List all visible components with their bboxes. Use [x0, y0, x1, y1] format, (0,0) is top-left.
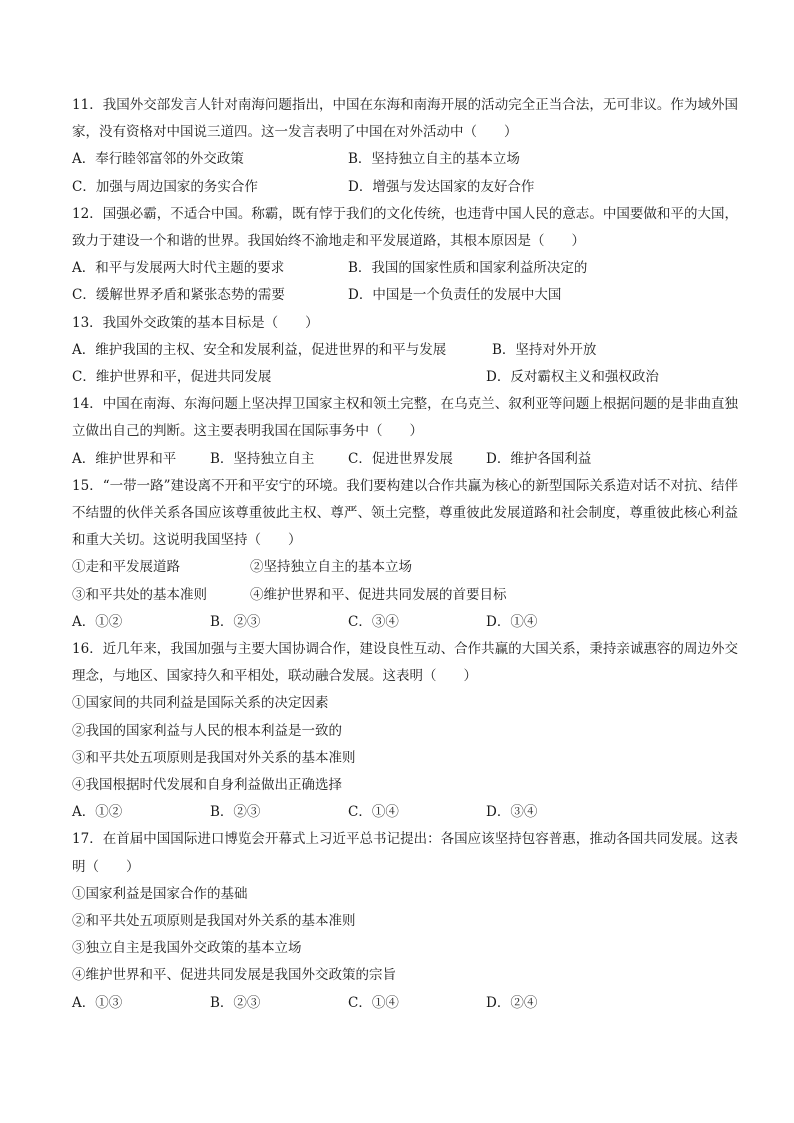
option-d: D．反对霸权主义和强权政治 — [486, 368, 659, 385]
question-16 — [72, 636, 738, 826]
option-d: D．①④ — [486, 613, 538, 630]
option-row — [72, 282, 738, 309]
question-13 — [72, 310, 738, 392]
question-stem: 12．国强必霸，不适合中国。称霸，既有悖于我们的文化传统，也违背中国人民的意志。中国要做和平的大国，致力于建设一个和谐的世界。我国始终不渝地走和平发展道路，其根本原因是（ ） — [72, 205, 738, 249]
statement-item: ①国家利益是国家合作的基础 — [72, 885, 248, 902]
statement-item: ②和平共处五项原则是我国对外关系的基本准则 — [72, 912, 356, 929]
option-d: D．增强与发达国家的友好合作 — [348, 178, 535, 195]
option-a: A．①③ — [72, 994, 123, 1011]
option-a: A．和平与发展两大时代主题的要求 — [72, 260, 285, 277]
question-17 — [72, 826, 738, 1016]
option-row — [72, 146, 738, 173]
question-15 — [72, 473, 738, 636]
option-b: B．②③ — [210, 613, 261, 630]
question-stem: 13．我国外交政策的基本目标是（ ） — [72, 314, 319, 331]
option-row — [72, 255, 738, 282]
option-c: C．①④ — [348, 804, 399, 821]
option-row — [72, 609, 738, 636]
statement-item: ②坚持独立自主的基本立场 — [250, 559, 412, 576]
exam-page — [72, 92, 738, 1017]
option-c: C．维护世界和平，促进共同发展 — [72, 368, 272, 385]
option-b: B．②③ — [210, 994, 261, 1011]
question-12 — [72, 201, 738, 310]
option-c: C．促进世界发展 — [348, 450, 453, 467]
option-d: D．中国是一个负责任的发展中大国 — [348, 287, 562, 304]
statement-item: ③和平共处的基本准则 — [72, 586, 207, 603]
question-stem: 14．中国在南海、东海问题上坚决捍卫国家主权和领土完整，在乌克兰、叙利亚等问题上根据问题的是非曲直独立做出自己的判断。这主要表明我国在国际事务中（ ） — [72, 396, 738, 440]
item-row — [72, 582, 738, 609]
option-row — [72, 174, 738, 201]
question-stem: 17．在首届中国国际进口博览会开幕式上习近平总书记提出：各国应该坚持包容普惠，推动各国共同发展。这表明（ ） — [72, 831, 738, 875]
option-b: B．我国的国家性质和国家利益所决定的 — [348, 260, 588, 277]
option-c: C．缓解世界矛盾和紧张态势的需要 — [72, 287, 285, 304]
option-row — [72, 990, 738, 1017]
question-stem: 15．“一带一路”建设离不开和平安宁的环境。我们要构建以合作共赢为核心的新型国际关系造对话不对抗、结伴不结盟的伙伴关系各国应该尊重彼此主权、尊严、领土完整，尊重彼此发展道路和社会制度，尊重彼此核心利益和重大关切。这说明我国坚持（ ） — [72, 477, 738, 549]
question-14 — [72, 391, 738, 473]
statement-item: ①走和平发展道路 — [72, 559, 180, 576]
statement-item: ③和平共处五项原则是我国对外关系的基本准则 — [72, 749, 356, 766]
option-row — [72, 337, 738, 364]
statement-item: ③独立自主是我国外交政策的基本立场 — [72, 940, 302, 957]
option-c: C．③④ — [348, 613, 399, 630]
option-d: D．②④ — [486, 994, 538, 1011]
option-a: A．维护我国的主权、安全和发展利益，促进世界的和平与发展 — [72, 341, 447, 358]
option-b: B．②③ — [210, 804, 261, 821]
option-b: B．坚持独立自主的基本立场 — [348, 151, 520, 168]
option-a: A．①② — [72, 804, 123, 821]
option-c: C．①④ — [348, 994, 399, 1011]
option-a: A．奉行睦邻富邻的外交政策 — [72, 151, 244, 168]
option-b: B．坚持对外开放 — [492, 341, 597, 358]
option-row — [72, 446, 738, 473]
statement-item: ④我国根据时代发展和自身利益做出正确选择 — [72, 776, 342, 793]
option-a: A．①② — [72, 613, 123, 630]
option-row — [72, 364, 738, 391]
option-row — [72, 799, 738, 826]
option-d: D．③④ — [486, 804, 538, 821]
statement-item: ②我国的国家利益与人民的根本利益是一致的 — [72, 722, 342, 739]
question-11 — [72, 92, 738, 201]
option-c: C．加强与周边国家的务实合作 — [72, 178, 258, 195]
option-d: D．维护各国利益 — [486, 450, 592, 467]
item-row — [72, 554, 738, 581]
statement-item: ④维护世界和平、促进共同发展的首要目标 — [250, 586, 507, 603]
option-a: A．维护世界和平 — [72, 450, 177, 467]
statement-item: ④维护世界和平、促进共同发展是我国外交政策的宗旨 — [72, 967, 396, 984]
question-stem: 16．近几年来，我国加强与主要大国协调合作，建设良性互动、合作共赢的大国关系，秉持亲诚惠容的周边外交理念，与地区、国家持久和平相处，联动融合发展。这表明（ ） — [72, 640, 738, 685]
option-b: B．坚持独立自主 — [210, 450, 315, 467]
statement-item: ①国家间的共同利益是国际关系的决定因素 — [72, 695, 329, 712]
question-stem: 11．我国外交部发言人针对南海问题指出，中国在东海和南海开展的活动完全正当合法，无可非议。作为域外国家，没有资格对中国说三道四。这一发言表明了中国在对外活动中（ ） — [72, 97, 738, 141]
